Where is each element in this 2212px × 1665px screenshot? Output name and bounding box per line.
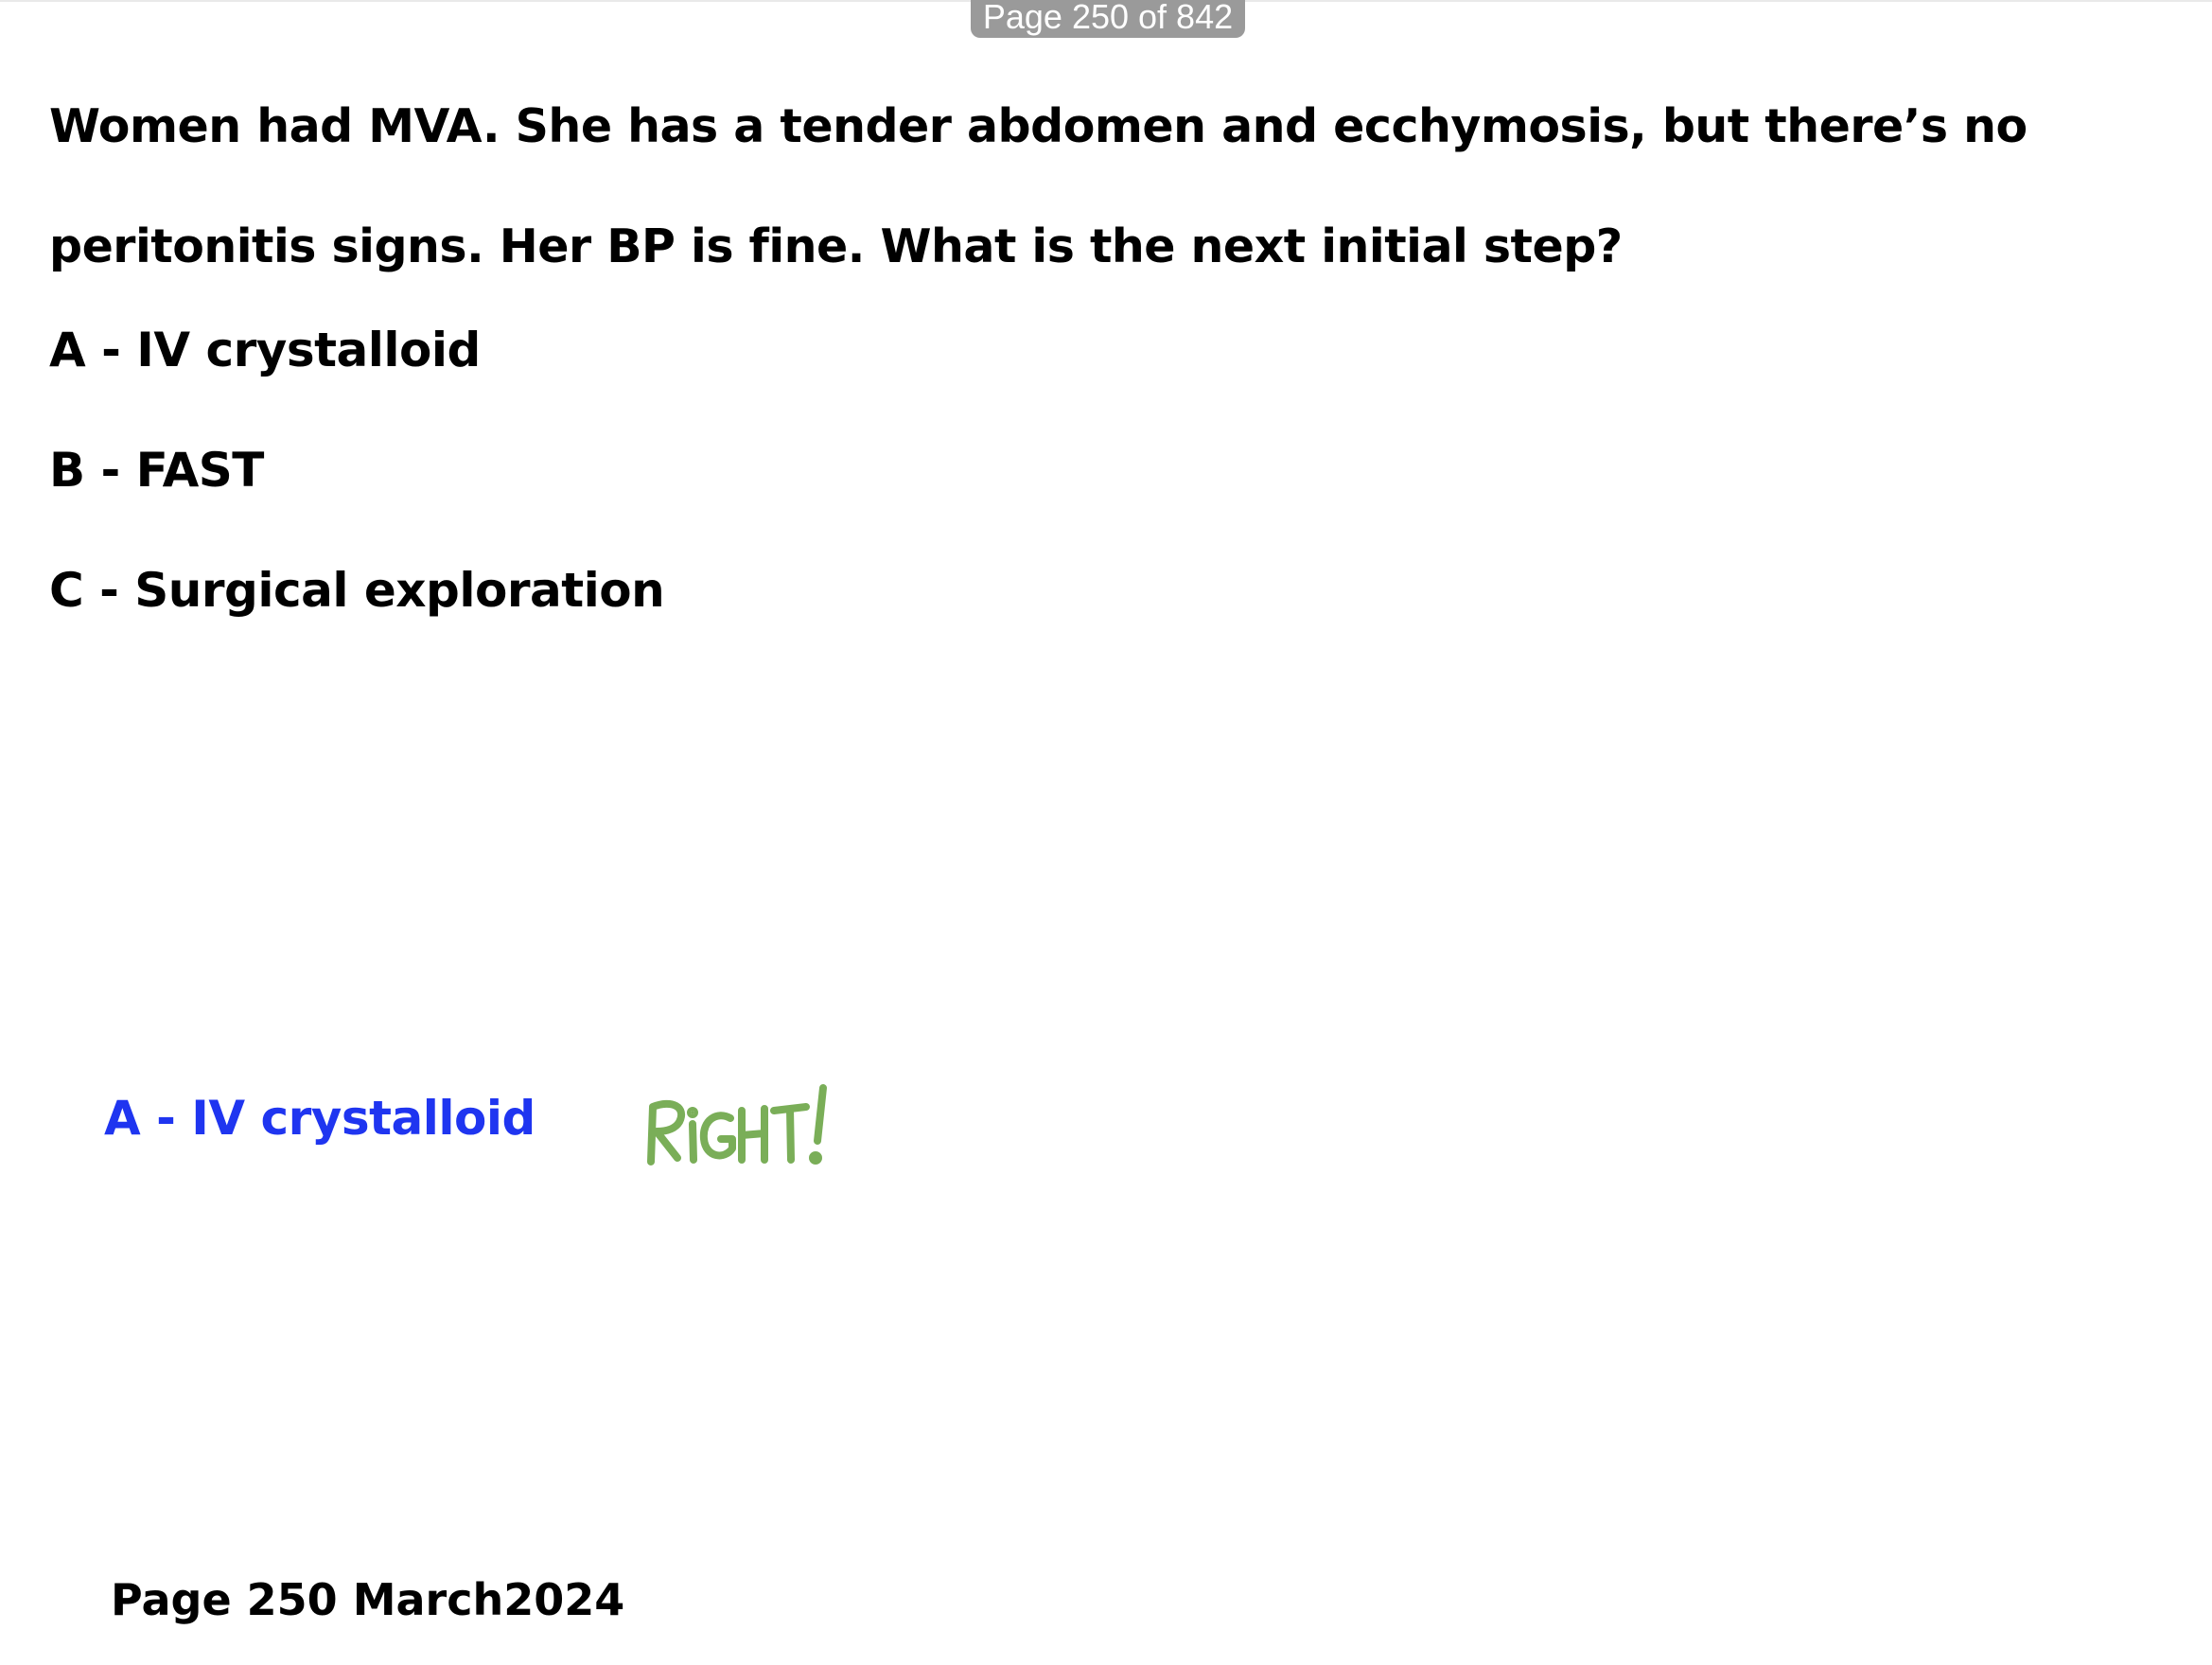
right-handwritten-mark xyxy=(643,1078,851,1183)
option-c: C - Surgical exploration xyxy=(49,563,665,618)
page-indicator: Page 250 of 842 xyxy=(971,0,1245,38)
answer-text: A - IV crystalloid xyxy=(104,1091,535,1146)
option-b: B - FAST xyxy=(49,443,264,498)
option-a: A - IV crystalloid xyxy=(49,323,481,377)
question-text: Women had MVA. She has a tender abdomen and ecchymosis, but there’s no peritonitis signs. Her BP is fine. What is the next initial step? xyxy=(49,99,2028,273)
page-footer: Page 250 March2024 xyxy=(111,1574,625,1625)
